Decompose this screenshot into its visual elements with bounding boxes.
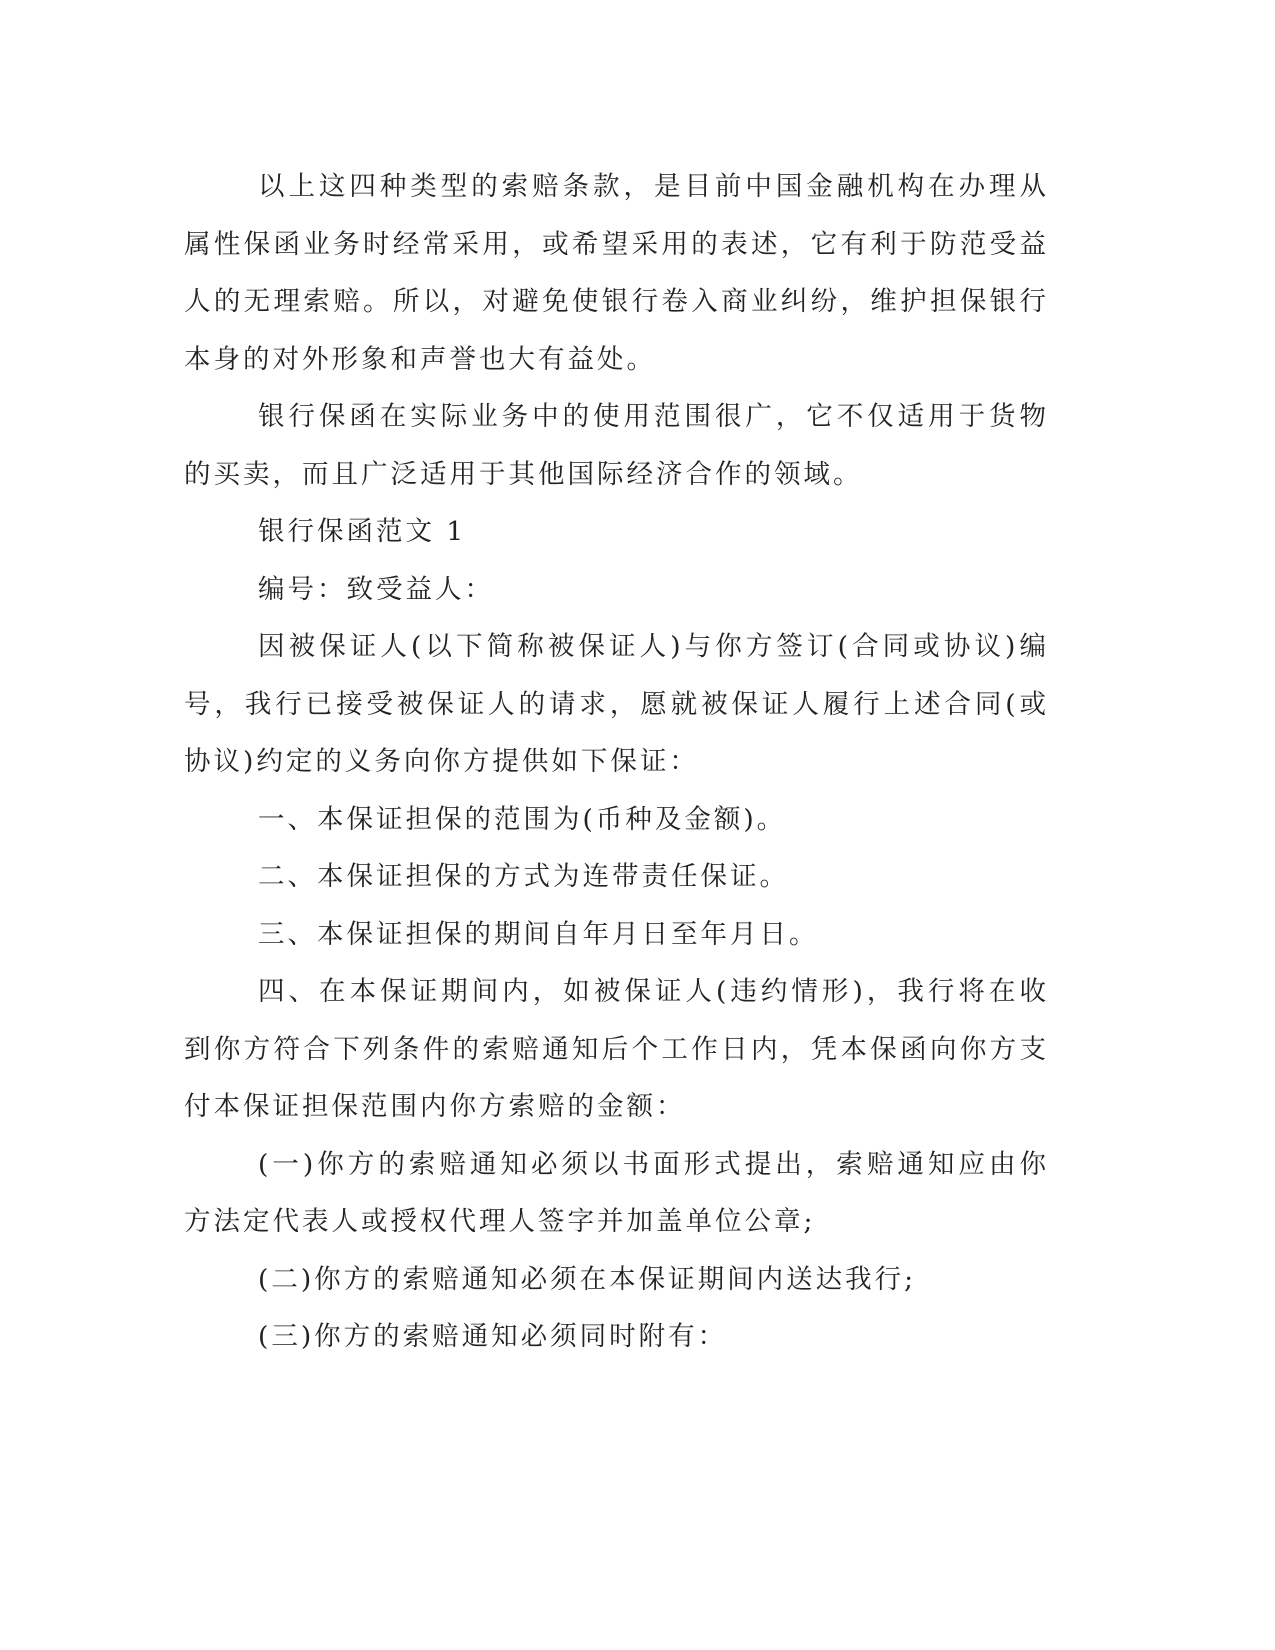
paragraph-claim-clauses-summary: 以上这四种类型的索赔条款，是目前中国金融机构在办理从属性保函业务时经常采用，或希望采用的表述，它有利于防范受益人的无理索赔。所以，对避免使银行卷入商业纠纷，维护担保银行本身的对外形象和声誉也大有益处。 bbox=[184, 171, 1049, 375]
paragraph-guarantee-intro: 因被保证人(以下简称被保证人)与你方签订(合同或协议)编号，我行已接受被保证人的请求，愿就被保证人履行上述合同(或协议)约定的义务向你方提供如下保证： bbox=[184, 631, 1049, 777]
paragraph-usage-scope: 银行保函在实际业务中的使用范围很广，它不仅适用于货物的买卖，而且广泛适用于其他国际经济合作的领域。 bbox=[184, 401, 1049, 490]
paragraph-sub-item-one: (一)你方的索赔通知必须以书面形式提出，索赔通知应由你方法定代表人或授权代理人签字并加盖单位公章; bbox=[184, 1148, 1049, 1237]
paragraph-item-three: 三、本保证担保的期间自年月日至年月日。 bbox=[258, 918, 819, 950]
paragraph-sub-item-two: (二)你方的索赔通知必须在本保证期间内送达我行; bbox=[258, 1263, 917, 1295]
paragraph-item-four: 四、在本保证期间内，如被保证人(违约情形)，我行将在收到你方符合下列条件的索赔通知后个工作日内，凭本保函向你方支付本保证担保范围内你方索赔的金额： bbox=[184, 976, 1049, 1122]
paragraph-item-one: 一、本保证担保的范围为(币种及金额)。 bbox=[258, 803, 787, 835]
paragraph-sub-item-three: (三)你方的索赔通知必须同时附有： bbox=[258, 1321, 728, 1352]
paragraph-sample-title: 银行保函范文 1 bbox=[258, 516, 467, 547]
document-body bbox=[184, 158, 1049, 1366]
paragraph-number-recipient: 编号：致受益人： bbox=[258, 573, 494, 605]
paragraph-item-two: 二、本保证担保的方式为连带责任保证。 bbox=[258, 861, 789, 892]
